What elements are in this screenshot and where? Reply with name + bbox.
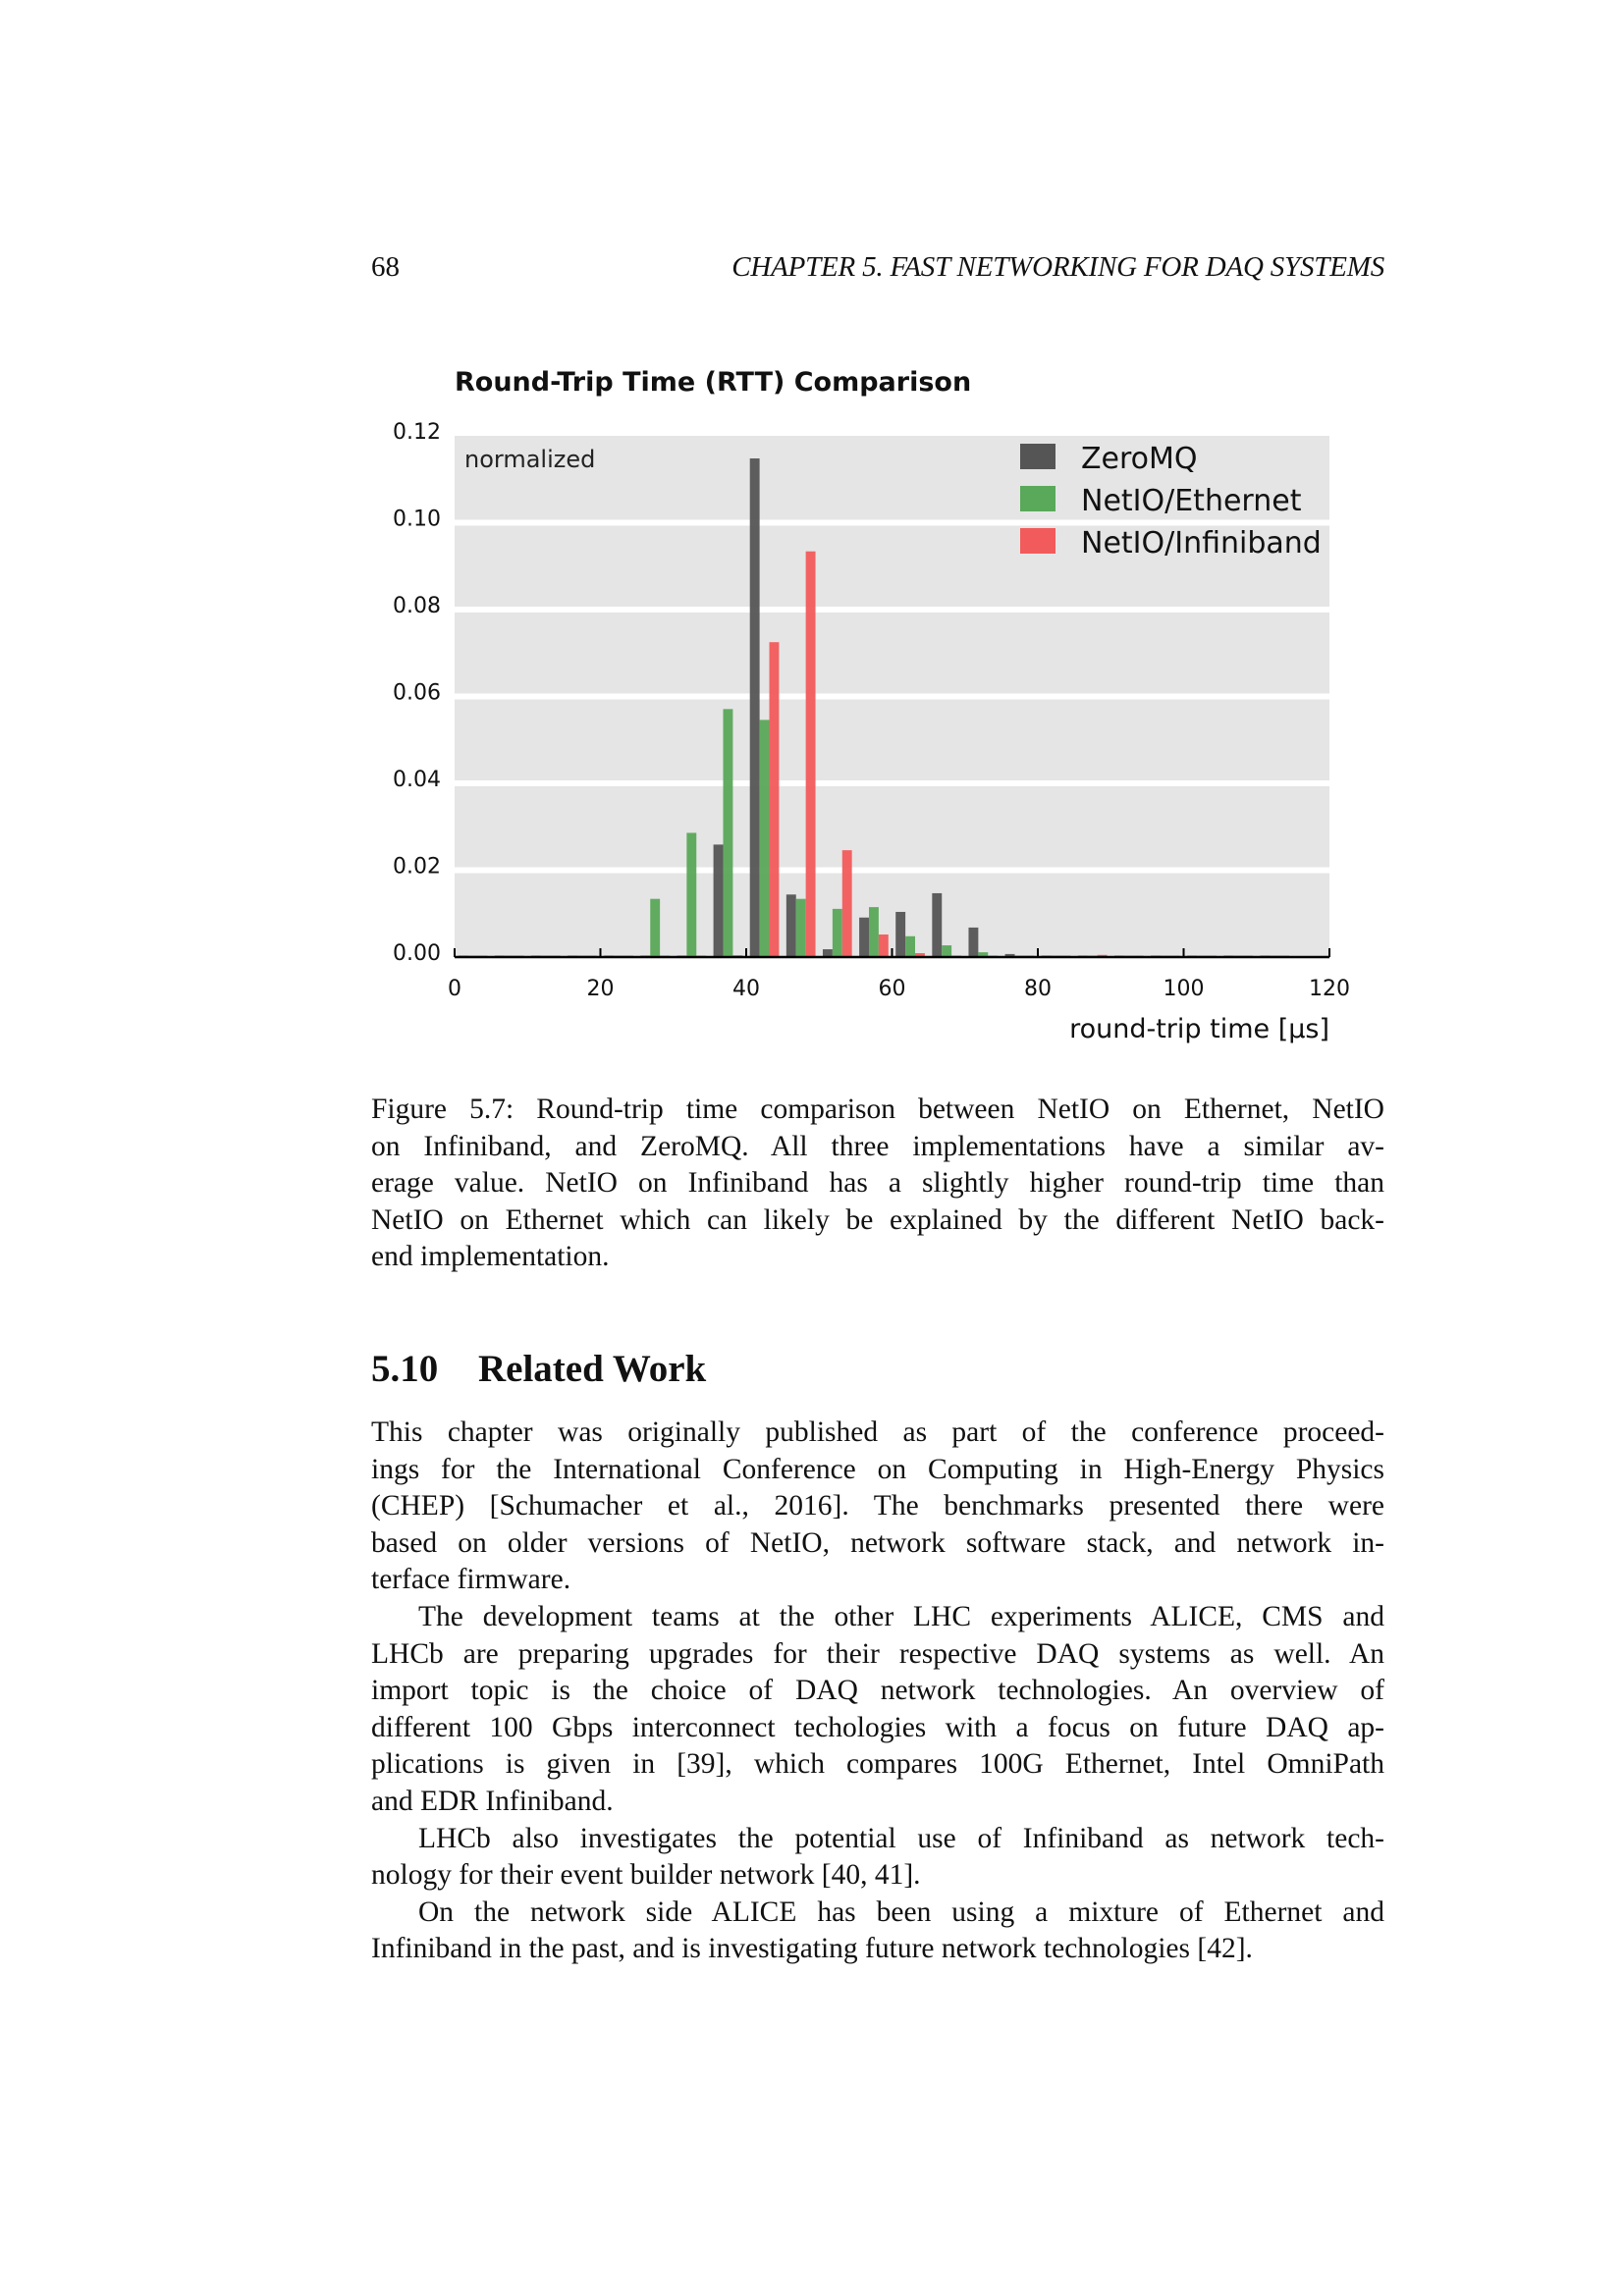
y-tick-label: 0.12 [393,420,441,445]
body-line: terface firmware. [371,1564,571,1596]
bar-netio-ethernet [723,709,732,957]
y-tick-label: 0.10 [393,507,441,532]
body-line: LHCb are preparing upgrades for their respective DAQ systems as well. An [371,1637,1384,1670]
y-tick-label: 0.02 [393,854,441,880]
caption-line: on Infiniband, and ZeroMQ. All three implementations have a similar av- [371,1130,1384,1162]
body-line: ings for the International Conference on Computing in High-Energy Physics [371,1453,1384,1485]
x-tick-label: 60 [878,977,906,1001]
figure-caption [371,1092,1384,1276]
body-line: The development teams at the other LHC experiments ALICE, CMS and [418,1600,1384,1632]
legend-swatch-netio-ethernet [1020,486,1056,511]
bar-netio-infiniband [806,552,816,957]
bar-zeromq [859,918,869,957]
body-line: nology for their event builder network [40, 41]. [371,1859,921,1892]
chart-title: Round-Trip Time (RTT) Comparison [455,367,972,398]
bar-netio-ethernet [833,909,842,957]
bar-netio-infiniband [770,642,780,957]
bar-netio-infiniband [842,850,852,957]
bar-netio-ethernet [796,899,806,957]
section-title: Related Work [478,1348,707,1390]
bar-netio-ethernet [650,899,660,957]
body-line: plications is given in [39], which compares 100G Ethernet, Intel OmniPath [371,1748,1384,1781]
bar-netio-ethernet [869,907,879,957]
body-line: import topic is the choice of DAQ network technologies. An overview of [371,1675,1384,1707]
x-axis-label: round-trip time [µs] [1069,1014,1329,1044]
body-line: This chapter was originally published as part of the conference proceed- [371,1416,1384,1448]
y-tick-label: 0.04 [393,768,441,792]
bar-netio-ethernet [942,945,951,957]
x-tick-label: 0 [448,977,461,1001]
bar-netio-ethernet [686,832,696,957]
bar-zeromq [895,912,905,957]
y-tick-label: 0.08 [393,594,441,618]
x-tick-label: 80 [1024,977,1052,1001]
caption-line: erage value. NetIO on Infiniband has a slightly higher round-trip time than [371,1167,1384,1200]
bar-zeromq [750,458,760,957]
section-number: 5.10 [371,1348,439,1390]
caption-line: end implementation. [371,1241,610,1273]
y-tick-label: 0.00 [393,941,441,966]
y-tick-label: 0.06 [393,680,441,706]
x-tick-label: 20 [586,977,615,1001]
body-line: (CHEP) [Schumacher et al., 2016]. The benchmarks presented there were [371,1490,1384,1522]
bar-netio-infiniband [879,934,889,957]
body-line: LHCb also investigates the potential use of Infiniband as network tech- [418,1822,1384,1854]
body-line: based on older versions of NetIO, network software stack, and network in- [371,1526,1384,1559]
x-tick-labels [448,977,1350,1001]
x-tick-label: 120 [1309,977,1350,1001]
y-tick-labels [393,420,441,966]
legend-swatch-zeromq [1020,444,1056,469]
bar-netio-ethernet [905,936,915,957]
body-line: Infiniband in the past, and is investigating future network technologies [42]. [371,1933,1253,1965]
legend-label-netio-infiniband: NetIO/Infiniband [1081,526,1322,561]
page-number: 68 [371,251,400,283]
body-line: different 100 Gbps interconnect techologies with a focus on future DAQ ap- [371,1711,1384,1743]
chapter-title: CHAPTER 5. FAST NETWORKING FOR DAQ SYSTEMS [731,251,1384,283]
bar-zeromq [714,844,724,957]
legend-label-netio-ethernet: NetIO/Ethernet [1081,484,1302,518]
bar-zeromq [932,893,942,957]
body-line: and EDR Infiniband. [371,1785,614,1817]
x-tick-label: 40 [732,977,760,1001]
rtt-histogram-chart [0,0,1624,1060]
bar-zeromq [786,894,796,957]
bar-netio-ethernet [760,720,770,957]
caption-line: NetIO on Ethernet which can likely be explained by the different NetIO back- [371,1203,1384,1236]
caption-line: Figure 5.7: Round-trip time comparison between NetIO on Ethernet, NetIO [371,1094,1384,1125]
legend-label-zeromq: ZeroMQ [1081,442,1198,476]
bar-zeromq [968,928,978,957]
legend-swatch-netio-infiniband [1020,528,1056,554]
normalized-annotation: normalized [464,446,596,473]
x-tick-label: 100 [1163,977,1205,1001]
body-line: On the network side ALICE has been using a mixture of Ethernet and [418,1896,1384,1928]
body-text [371,1415,1384,1968]
